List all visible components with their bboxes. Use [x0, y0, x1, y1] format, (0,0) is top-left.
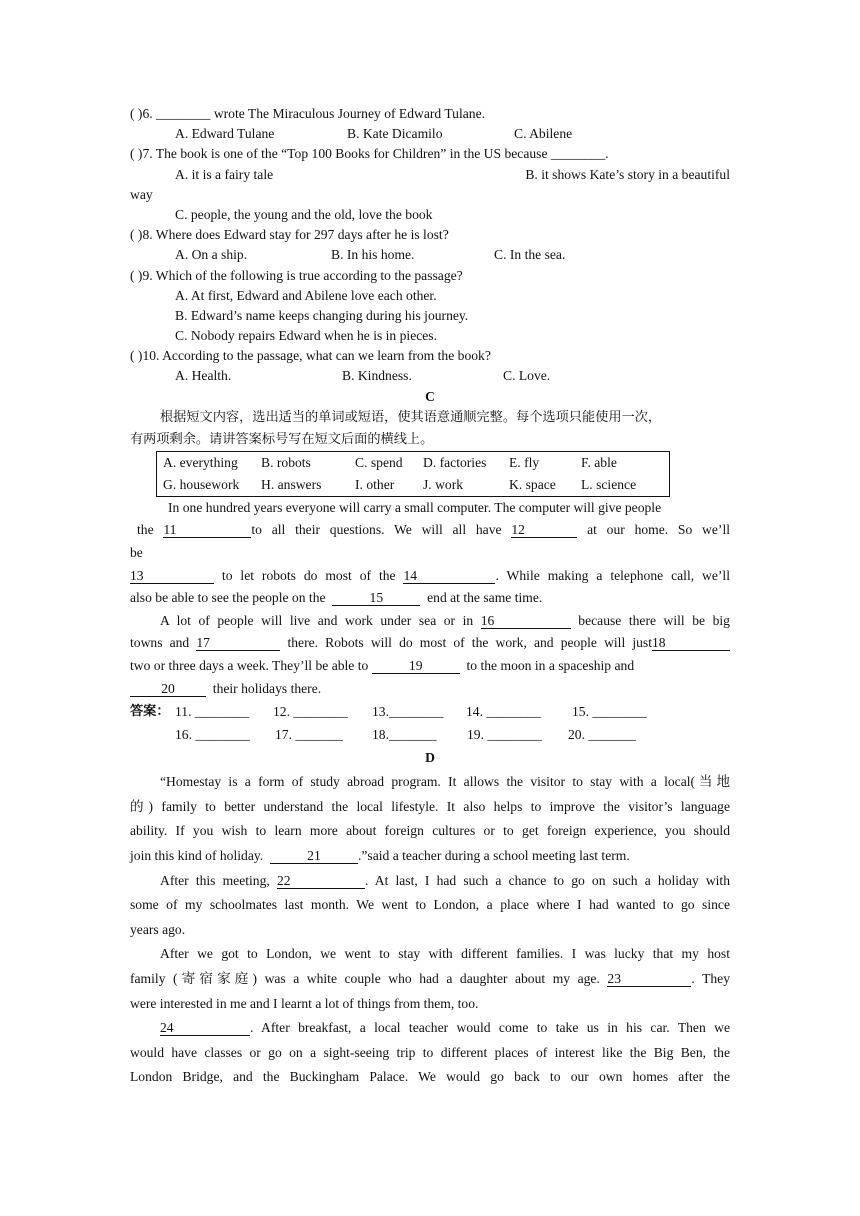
question-10-options: [130, 366, 730, 386]
answer-slot[interactable]: 15. ________: [572, 704, 647, 720]
answer-paren[interactable]: ( ): [130, 348, 143, 364]
passage-d-line: 24 . After breakfast, a local teacher would come to take us in his car. Then we: [160, 1020, 730, 1036]
option-a: A. At first, Edward and Abilene love each other.: [175, 287, 437, 303]
answer-row: [130, 700, 730, 723]
word-option: E. fly: [509, 454, 540, 470]
answer-slot[interactable]: 17. _______: [275, 727, 343, 743]
blank-24[interactable]: 24: [160, 1020, 250, 1036]
word-option: A. everything: [163, 454, 238, 470]
option-b: B. In his home.: [331, 247, 415, 263]
passage-d-line: After we got to London, we went to stay with different families. I was lucky that my host: [160, 946, 730, 962]
word-bank-row: [157, 474, 670, 497]
option-b-continued: way: [130, 186, 153, 202]
option-c: C. people, the young and the old, love the book: [175, 206, 433, 222]
option-b: B. Edward’s name keeps changing during his journey.: [175, 307, 469, 323]
blank-17[interactable]: 17: [196, 635, 280, 651]
passage-c-line: be: [130, 545, 143, 560]
option-b: B. Kindness.: [342, 368, 412, 384]
word-option: H. answers: [261, 476, 322, 492]
passage-d-line: After this meeting, 22 . At last, I had such a chance to go on such a holiday with: [160, 872, 731, 888]
answer-paren[interactable]: ( ): [130, 227, 143, 243]
option-c: C. Abilene: [514, 126, 573, 142]
blank-19[interactable]: 19: [372, 658, 460, 674]
section-heading-d: D: [425, 750, 435, 766]
section-heading-c: C: [425, 388, 435, 404]
blank-22[interactable]: 22: [277, 873, 365, 889]
blank-15[interactable]: 15: [332, 590, 420, 606]
word-option: K. space: [509, 476, 556, 492]
option-a: A. it is a fairy tale: [175, 166, 274, 182]
word-option: B. robots: [261, 454, 311, 470]
answer-slot[interactable]: 20. _______: [568, 727, 636, 743]
option-c: C. Love.: [503, 368, 551, 384]
option-a: A. On a ship.: [175, 247, 248, 263]
question-7-options: [130, 165, 730, 185]
blank-21[interactable]: 21: [270, 848, 358, 864]
word-option: G. housework: [163, 476, 240, 492]
passage-c-line: the 11 to all their questions. We will all have 12 at our home. So we’ll: [137, 522, 730, 538]
answer-paren[interactable]: ( ): [130, 146, 143, 162]
blank-11[interactable]: 11: [163, 522, 251, 538]
passage-c-line: In one hundred years everyone will carry a small computer. The computer will give people: [168, 499, 662, 515]
answer-slot[interactable]: 11. ________: [175, 704, 250, 720]
word-option: F. able: [581, 454, 617, 470]
passage-c-line: 13 to let robots do most of the 14 . While making a telephone call, we’ll: [130, 567, 730, 583]
question-8: ( )8. Where does Edward stay for 297 days after he is lost?: [130, 227, 449, 243]
passage-d-line: 的) family to better understand the local lifestyle. It also helps to improve the visitor’s language: [130, 798, 730, 814]
answer-paren[interactable]: ( ): [130, 267, 143, 283]
word-bank-row: [157, 451, 670, 474]
word-option: L. science: [581, 476, 637, 492]
option-b: B. it shows Kate’s story in a beautiful: [525, 166, 730, 182]
passage-c-line: towns and 17 there. Robots will do most of the work, and people will just18: [130, 632, 730, 655]
instruction-line-2: 有两项剩余。请讲答案标号写在短文后面的横线上。: [130, 431, 434, 447]
passage-c-line: also be able to see the people on the 15 end at the same time.: [130, 590, 543, 606]
passage-d-line: were interested in me and I learnt a lot of things from them, too.: [130, 995, 479, 1011]
answer-slot[interactable]: 14. ________: [466, 704, 541, 720]
passage-c-line: two or three days a week. They’ll be able to 19 to the moon in a spaceship and: [130, 657, 635, 673]
blank-14[interactable]: 14: [403, 568, 495, 584]
option-c: C. Nobody repairs Edward when he is in pieces.: [175, 328, 437, 344]
passage-d-line: years ago.: [130, 921, 186, 937]
answer-slot[interactable]: 18._______: [372, 727, 437, 743]
passage-c-line: 20 their holidays there.: [130, 678, 730, 701]
blank-16[interactable]: 16: [481, 613, 571, 629]
passage-c-line: A lot of people will live and work under sea or in 16 because there will be big: [160, 612, 730, 628]
question-7: ( )7. The book is one of the “Top 100 Books for Children” in the US because ________.: [130, 146, 609, 162]
answer-slot[interactable]: 19. ________: [467, 727, 542, 743]
blank-20[interactable]: 20: [130, 681, 206, 697]
blank-18[interactable]: 18: [652, 635, 730, 651]
option-a: A. Edward Tulane: [175, 126, 275, 142]
question-9: ( )9. Which of the following is true according to the passage?: [130, 267, 463, 283]
question-10: ( )10. According to the passage, what can we learn from the book?: [130, 348, 491, 364]
passage-d-line: family (寄宿家庭) was a white couple who had a daughter about my age. 23 . They: [130, 970, 730, 986]
option-a: A. Health.: [175, 368, 232, 384]
answer-slot[interactable]: 16. ________: [175, 727, 250, 743]
word-option: J. work: [423, 476, 464, 492]
passage-d-line: join this kind of holiday. 21 .”said a teacher during a school meeting last term.: [130, 847, 630, 863]
answer-slot[interactable]: 13.________: [372, 704, 444, 720]
blank-13[interactable]: 13: [130, 568, 214, 584]
instruction-line-1: 根据短文内容，选出适当的单词或短语，使其语意通顺完整。每个选项只能使用一次，: [160, 409, 662, 425]
answers-label: 答案：: [130, 704, 170, 720]
blank-12[interactable]: 12: [511, 522, 577, 538]
question-6-options: [130, 124, 730, 144]
question-6: ( )6. ________ wrote The Miraculous Journey of Edward Tulane.: [130, 106, 486, 121]
blank-23[interactable]: 23: [607, 971, 691, 987]
answer-paren[interactable]: ( ): [130, 106, 143, 121]
passage-d-line: would have classes or go on a sight-seeing trip to different places of interest like the Big Ben, the: [130, 1044, 730, 1060]
word-option: D. factories: [423, 454, 487, 470]
question-8-options: [130, 245, 730, 265]
answer-row: [130, 723, 730, 746]
passage-d-line: “Homestay is a form of study abroad program. It allows the visitor to stay with a local(当地: [160, 774, 730, 790]
passage-d-line: London Bridge, and the Buckingham Palace. We would go back to our own homes after the: [130, 1069, 730, 1085]
option-c: C. In the sea.: [494, 247, 566, 263]
worksheet-page: [130, 104, 730, 1090]
option-b: B. Kate Dicamilo: [347, 126, 443, 142]
passage-d-line: ability. If you wish to learn more about foreign cultures or to get foreign experience, you should: [130, 823, 730, 839]
word-option: I. other: [355, 476, 395, 492]
answer-slot[interactable]: 12. ________: [273, 704, 348, 720]
passage-d-line: some of my schoolmates last month. We went to London, a place where I had wanted to go since: [130, 897, 730, 913]
word-bank: [156, 451, 670, 497]
word-option: C. spend: [355, 454, 403, 470]
